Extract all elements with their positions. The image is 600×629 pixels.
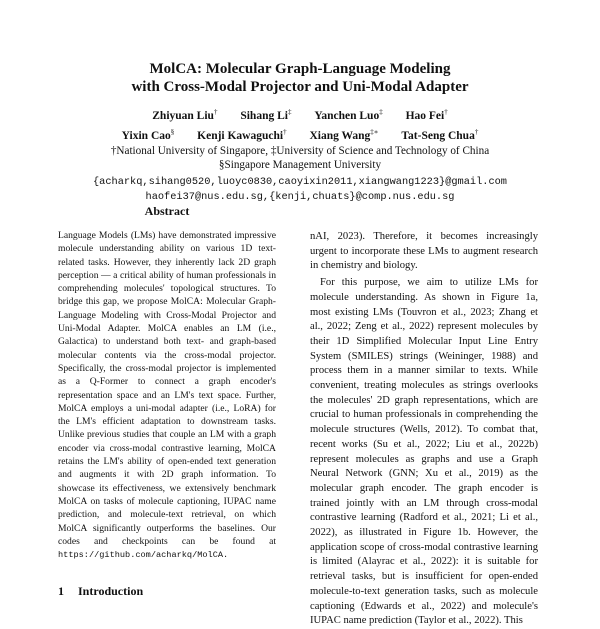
code-link[interactable]: https://github.com/acharkq/MolCA. [58,550,229,561]
body-paragraph: For this purpose, we aim to utilize LMs for molecule understanding. As shown in Figure 1a, most existing LMs (Touvron et al., 2023; Zhang et al., 2022; Zeng et al., 2022) represent molecules by their 1D Simplified Molecular Input Line Entry System (SMILES) strings (Weininger, 1988) and process them in a manner similar to texts. While convenient, treating molecules as strings overlooks the molecules' 2D graph representations, which are crucial to human professionals in comprehending the molecule structures (Wells, 2012). To combat that, recent works (Su et al., 2022; Liu et al., 2022b) represent molecules as graphs and use a Graph Neural Network (GNN; Xu et al., 2019) as the molecular graph encoder. The graph encoder is trained jointly with an LM through cross-modal contrastive learning (Radford et al., 2021; Li et al., 2022), as illustrated in Figure 1b. However, the application scope of cross-modal contrastive learning is limited (Alayrac et al., 2022): it is suitable for retrieval tasks, but is insufficient for open-ended molecule-to-text generation tasks, such as molecule captioning (Edwards et al., 2022) and molecule's IUPAC name prediction (Taylor et al., 2022). This [310,277,538,627]
author: Sihang Li‡ [240,108,292,122]
affiliation-line-1: †National University of Singapore, ‡University of Science and Technology of China [110,144,490,157]
abstract-body [58,229,276,562]
author: Xiang Wang‡∗ [309,127,379,142]
right-column [310,230,538,629]
left-column [58,204,276,562]
email-line-2: haofei37@nus.edu.sg,{kenji,chuats}@comp.nus.edu.sg [145,190,455,203]
email-line-1: {acharkq,sihang0520,luoyc0830,caoyixin2011,xiangwang1223}@gmail.com [92,175,507,188]
author: Hao Fei† [405,108,448,122]
author-row-1 [0,104,600,124]
author: Kenji Kawaguchi† [197,127,287,142]
section-heading-introduction [58,584,143,599]
body-paragraph: nAI, 2023). Therefore, it becomes increasingly urgent to incorporate these LMs to augment research in chemistry and biology. [310,231,538,272]
author-list [0,104,600,144]
author-emails [0,175,600,205]
paper-header [0,60,600,205]
section-title: Introduction [78,584,144,598]
author: Yanchen Luo‡ [314,108,383,122]
title-line-1: MolCA: Molecular Graph-Language Modeling [149,61,451,77]
paper-title [0,60,600,96]
abstract-heading: Abstract [144,204,190,218]
affiliation-line-2: §Singapore Management University [218,159,382,172]
author: Yixin Cao§ [121,127,175,142]
author: Zhiyuan Liu† [152,108,218,122]
section-number: 1 [58,584,64,598]
author-row-2 [0,124,600,144]
title-line-2: with Cross-Modal Projector and Uni-Modal Adapter [131,79,469,95]
author: Tat-Seng Chua† [401,127,479,142]
abstract-text: Language Models (LMs) have demonstrated impressive molecule understanding ability on various 1D text-related tasks. However, they inherently lack 2D graph perception — a critical ability of human professionals in comprehending molecules' topological structures. To bridge this gap, we propose MolCA: Molecular Graph-Language Modeling with Cross-Modal Projector and Uni-Modal Adapter. MolCA enables an LM (i.e., Galactica) to understand both text- and graph-based molecular contents via the cross-modal projector. Specifically, the cross-modal projector is implemented as a Q-Former to connect a graph encoder's representation space and an LM's text space. Further, MolCA employs a uni-modal adapter (i.e., LoRA) for the LM's efficient adaptation to downstream tasks. Unlike previous studies that couple an LM with a graph encoder via cross-modal contrastive learning, MolCA retains the LM's ability of open-ended text generation and augments it with 2D graph information. To showcase its effectiveness, we extensively benchmark MolCA on tasks of molecule captioning, IUPAC name prediction, and molecule-text retrieval, on which MolCA significantly outperforms the baselines. Our codes and checkpoints can be found at [58,230,276,547]
